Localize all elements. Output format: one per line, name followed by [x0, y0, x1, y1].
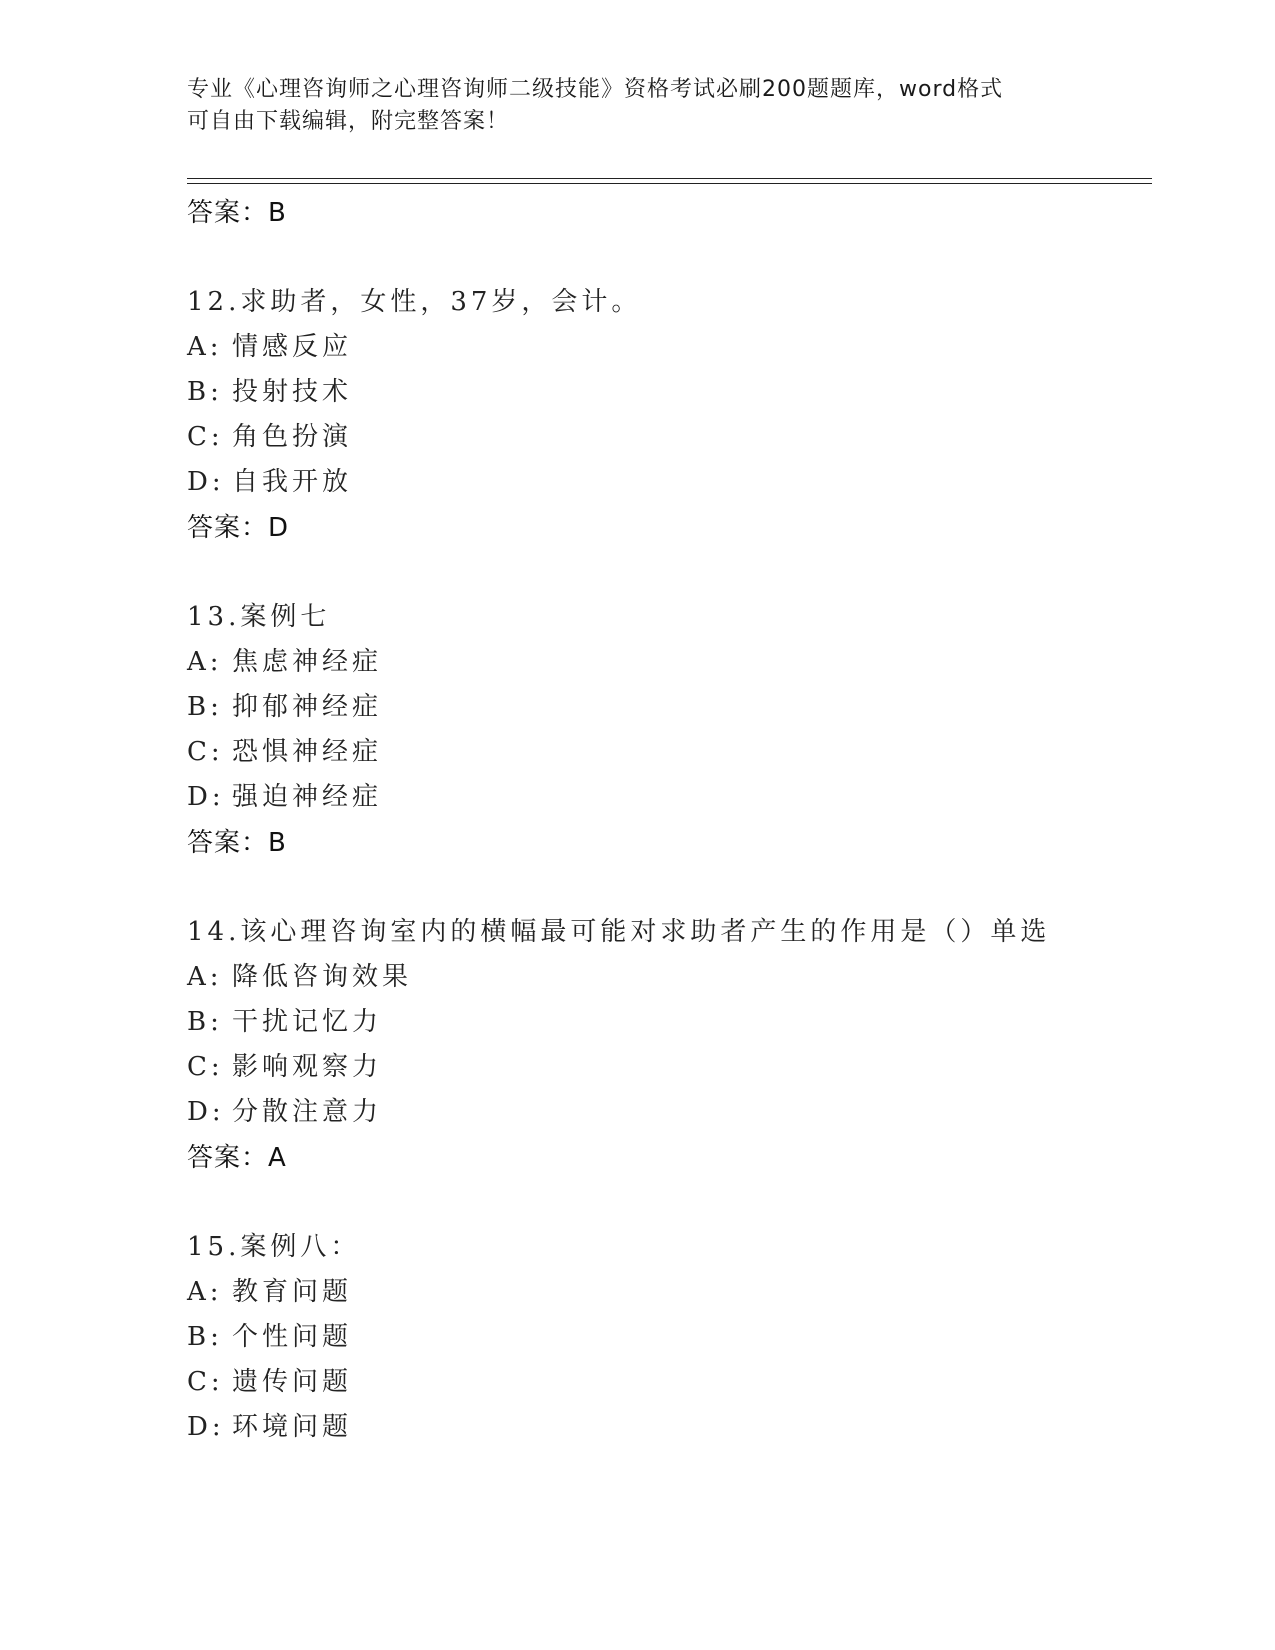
option-key: D:	[187, 1412, 225, 1442]
option-text: 情感反应	[232, 332, 353, 362]
option-c	[187, 1360, 1152, 1405]
option-key: A:	[187, 332, 223, 362]
option-text: 自我开放	[232, 467, 353, 497]
option-key: B:	[187, 1322, 223, 1352]
option-text: 投射技术	[232, 377, 353, 407]
option-b	[187, 1000, 1152, 1045]
option-a	[187, 955, 1152, 1000]
option-key: C:	[187, 1052, 224, 1082]
option-c	[187, 1045, 1152, 1090]
option-b	[187, 370, 1152, 415]
option-key: D:	[187, 1097, 225, 1127]
option-b	[187, 1315, 1152, 1360]
header-divider-bottom	[187, 183, 1152, 184]
document-header	[187, 74, 1067, 138]
question-item	[187, 910, 1152, 1181]
answer-line: 答案：B	[187, 828, 287, 858]
answer-line: 答案：D	[187, 513, 290, 543]
option-text: 焦虑神经症	[232, 647, 383, 677]
option-text: 遗传问题	[232, 1367, 353, 1397]
option-text: 个性问题	[232, 1322, 353, 1352]
option-text: 影响观察力	[232, 1052, 383, 1082]
option-c	[187, 730, 1152, 775]
question-item	[187, 595, 1152, 866]
option-b	[187, 685, 1152, 730]
option-key: C:	[187, 422, 224, 452]
option-key: C:	[187, 1367, 224, 1397]
option-text: 恐惧神经症	[232, 737, 383, 767]
answer-line: 答案：B	[187, 198, 287, 228]
header-line-1: 专业《心理咨询师之心理咨询师二级技能》资格考试必刷200题题库，word格式	[187, 77, 1004, 102]
option-d	[187, 1405, 1152, 1450]
question-stem: 13.案例七	[187, 602, 331, 632]
option-a	[187, 1270, 1152, 1315]
option-text: 降低咨询效果	[232, 962, 413, 992]
option-text: 角色扮演	[232, 422, 353, 452]
option-key: B:	[187, 377, 223, 407]
header-line-2: 可自由下载编辑，附完整答案！	[187, 109, 510, 134]
option-c	[187, 415, 1152, 460]
option-text: 环境问题	[232, 1412, 353, 1442]
option-key: C:	[187, 737, 224, 767]
option-d	[187, 460, 1152, 505]
option-text: 强迫神经症	[232, 782, 383, 812]
question-stem: 12.求助者，女性，37岁，会计。	[187, 287, 642, 317]
option-key: D:	[187, 467, 225, 497]
option-text: 干扰记忆力	[232, 1007, 383, 1037]
answer-line: 答案：A	[187, 1143, 287, 1173]
option-d	[187, 1090, 1152, 1135]
question-item	[187, 280, 1152, 551]
header-divider-top	[187, 178, 1152, 179]
question-stem: 15.案例八：	[187, 1232, 361, 1262]
question-item	[187, 1225, 1152, 1450]
option-text: 教育问题	[232, 1277, 353, 1307]
option-key: B:	[187, 692, 223, 722]
option-key: B:	[187, 1007, 223, 1037]
option-a	[187, 325, 1152, 370]
option-key: A:	[187, 962, 223, 992]
option-key: D:	[187, 782, 225, 812]
option-d	[187, 775, 1152, 820]
option-a	[187, 640, 1152, 685]
option-key: A:	[187, 1277, 223, 1307]
option-text: 分散注意力	[232, 1097, 383, 1127]
question-list	[187, 190, 1152, 1450]
option-key: A:	[187, 647, 223, 677]
question-stem: 14.该心理咨询室内的横幅最可能对求助者产生的作用是（）单选	[187, 917, 1051, 947]
option-text: 抑郁神经症	[232, 692, 383, 722]
